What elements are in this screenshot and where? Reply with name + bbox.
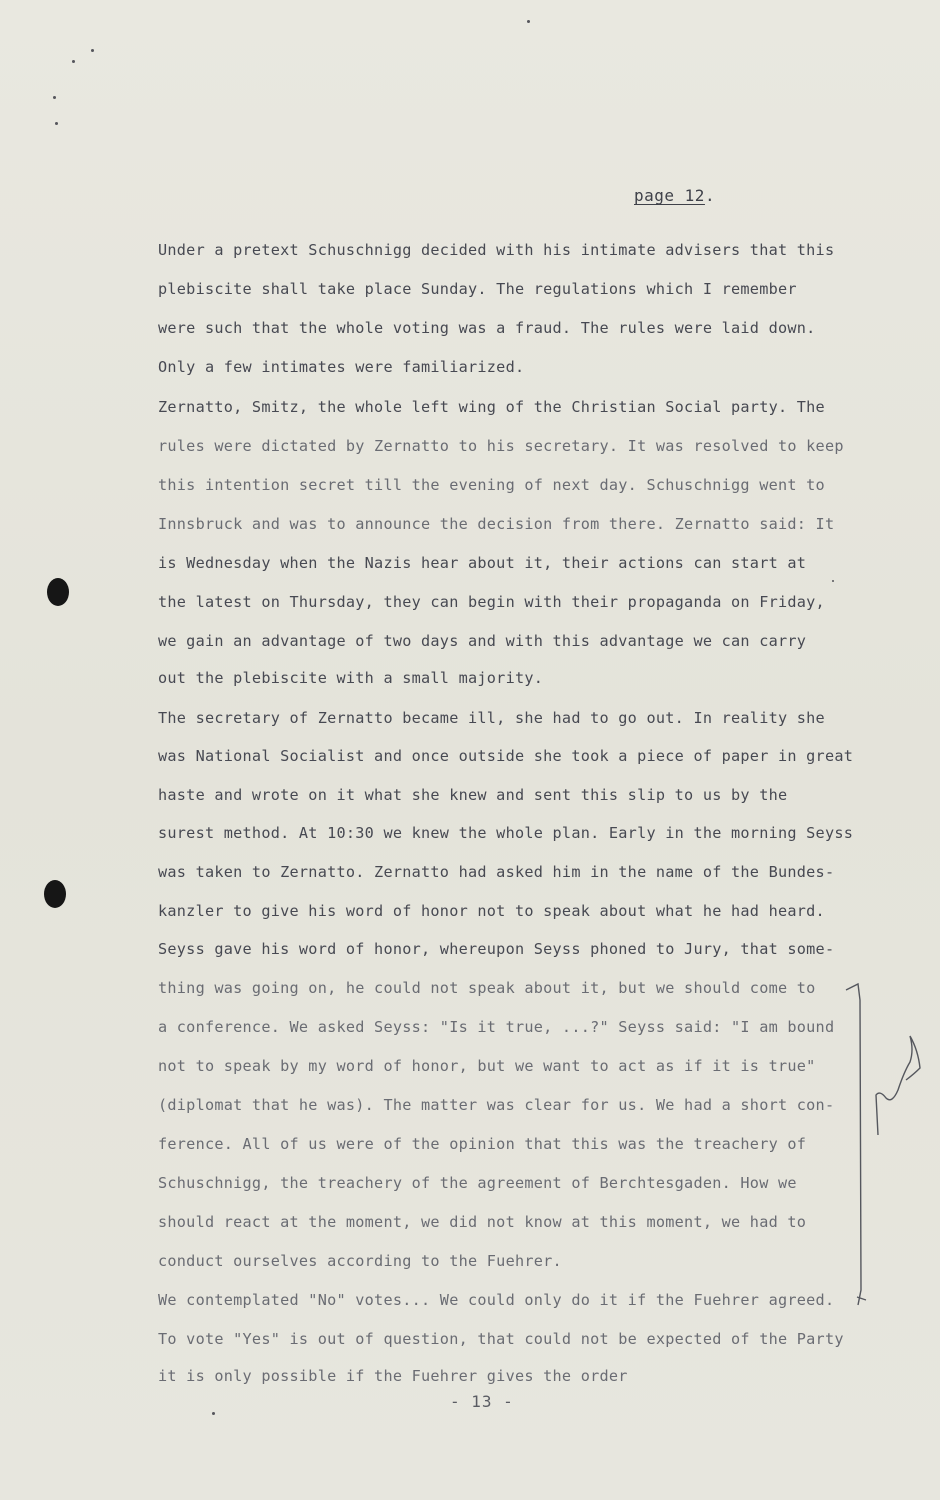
text-line: Zernatto, Smitz, the whole left wing of the Christian Social party. The [158,398,825,416]
text-line: Seyss gave his word of honor, whereupon Seyss phoned to Jury, that some- [158,940,835,958]
text-line: thing was going on, he could not speak about it, but we should come to [158,979,816,997]
paper-speck [72,60,75,63]
text-line: haste and wrote on it what she knew and sent this slip to us by the [158,786,788,804]
margin-bracket-mark [846,984,861,1305]
text-line: Under a pretext Schuschnigg decided with his intimate advisers that this [158,241,835,259]
text-line: plebiscite shall take place Sunday. The regulations which I remember [158,280,797,298]
text-line: a conference. We asked Seyss: "Is it true, ...?" Seyss said: "I am bound [158,1018,835,1036]
text-line: rules were dictated by Zernatto to his secretary. It was resolved to keep [158,437,844,455]
punch-hole [44,880,66,908]
text-line: Innsbruck and was to announce the decision from there. Zernatto said: It [158,515,835,533]
text-line: this intention secret till the evening of next day. Schuschnigg went to [158,476,825,494]
text-line: is Wednesday when the Nazis hear about it, their actions can start at [158,554,807,572]
paper-speck [91,49,94,52]
text-line: out the plebiscite with a small majority. [158,669,544,687]
text-line: ference. All of us were of the opinion that this was the treachery of [158,1135,807,1153]
text-line: it is only possible if the Fuehrer gives the order [158,1367,628,1385]
text-line: was taken to Zernatto. Zernatto had asked him in the name of the Bundes- [158,863,835,881]
text-line: was National Socialist and once outside she took a piece of paper in great [158,747,854,765]
text-line: kanzler to give his word of honor not to speak about what he had heard. [158,902,825,920]
text-line: conduct ourselves according to the Fuehrer. [158,1252,562,1270]
text-line: Schuschnigg, the treachery of the agreement of Berchtesgaden. How we [158,1174,797,1192]
page-header [634,186,715,205]
text-line: we gain an advantage of two days and with this advantage we can carry [158,632,807,650]
text-line: The secretary of Zernatto became ill, she had to go out. In reality she [158,709,825,727]
paper-speck [53,96,56,99]
handwritten-initial-mark [876,1036,920,1135]
text-line: Only a few intimates were familiarized. [158,358,525,376]
paper-speck [527,20,530,23]
page-label: page 12 [634,186,705,205]
page-label-period: . [704,186,716,205]
text-line: surest method. At 10:30 we knew the whole plan. Early in the morning Seyss [158,824,854,842]
paper-speck [212,1412,215,1415]
text-line: the latest on Thursday, they can begin with their propaganda on Friday, [158,593,825,611]
text-line: were such that the whole voting was a fraud. The rules were laid down. [158,319,816,337]
margin-bracket-mark [857,1297,866,1300]
paper-speck [832,580,834,582]
paper-speck [55,122,58,125]
text-line: To vote "Yes" is out of question, that could not be expected of the Party [158,1330,844,1348]
text-line: (diplomat that he was). The matter was clear for us. We had a short con- [158,1096,835,1114]
punch-hole [47,578,69,606]
text-line: should react at the moment, we did not know at this moment, we had to [158,1213,807,1231]
text-line: not to speak by my word of honor, but we want to act as if it is true" [158,1057,816,1075]
page-number-footer: - 13 - [450,1392,514,1411]
text-line: We contemplated "No" votes... We could only do it if the Fuehrer agreed. [158,1291,835,1309]
